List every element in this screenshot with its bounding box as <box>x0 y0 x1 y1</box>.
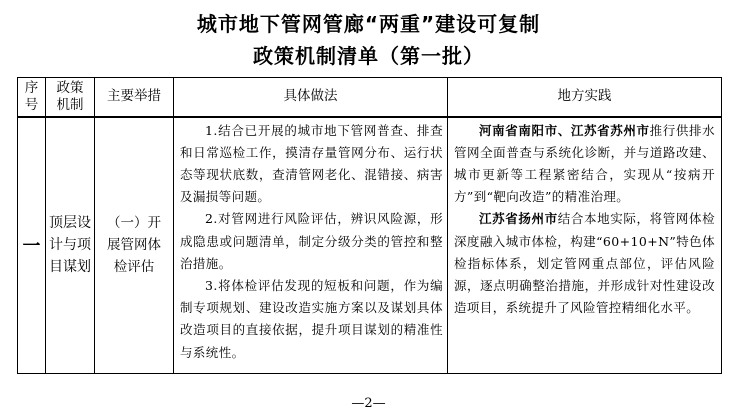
header-measure: 主要举措 <box>95 78 174 117</box>
practice-item-1: 1.结合已开展的城市地下管网普查、排查和日常巡检工作，摸清存量管网分布、运行状态等现状底数，查清管网老化、混错接、病害及漏损等问题。 <box>180 122 443 205</box>
local-practice-1-text: 推行供排水管网全面普查与系统化诊断，并与道路改建、城市更新等工程紧密结合，实现从“按病开方”到“靶向改造”的精准治理。 <box>454 122 715 205</box>
row-number: 一 <box>18 117 46 374</box>
page-number: —2— <box>351 396 386 411</box>
practice-item-2: 2.对管网进行风险评估，辨识风险源，形成隐患或问题清单，制定分级分类的管控和整治措施。 <box>180 211 443 271</box>
local-practice-1-cities: 河南省南阳市、江苏省苏州市 <box>479 122 650 138</box>
row-measure: （一）开 展管网体 检评估 <box>95 117 174 374</box>
practice-item-3: 3.将体检评估发现的短板和问题，作为编制专项规划、建设改造实施方案以及谋划具体改造项目的直接依据，提升项目谋划的精准性与系统性。 <box>180 277 443 360</box>
local-practice-2-city: 江苏省扬州市 <box>479 211 558 227</box>
table-header-row <box>18 78 722 117</box>
page-title-line-1: 城市地下管网管廊“两重”建设可复制 <box>196 12 541 36</box>
page-title-line-2: 政策机制清单（第一批） <box>253 44 484 68</box>
header-practice: 具体做法 <box>174 78 448 117</box>
row-practice <box>174 117 448 374</box>
table-row <box>18 117 722 374</box>
header-mechanism: 政策 机制 <box>46 78 95 117</box>
policy-table <box>17 77 722 374</box>
header-number: 序 号 <box>18 78 46 117</box>
row-local-practice <box>448 117 722 374</box>
header-local: 地方实践 <box>448 78 722 117</box>
local-practice-2 <box>454 208 715 319</box>
row-mechanism: 顶层设 计与项 目谋划 <box>46 117 95 374</box>
local-practice-1 <box>454 120 715 209</box>
local-practice-2-text: 结合本地实际，将管网体检深度融入城市体检，构建“60+10+N”特色体检指标体系，划定管网重点部位，评估风险源，逐点明确整治措施，并形成针对性建设改造项目，系统提升了风险管控精细化水平。 <box>454 211 715 316</box>
